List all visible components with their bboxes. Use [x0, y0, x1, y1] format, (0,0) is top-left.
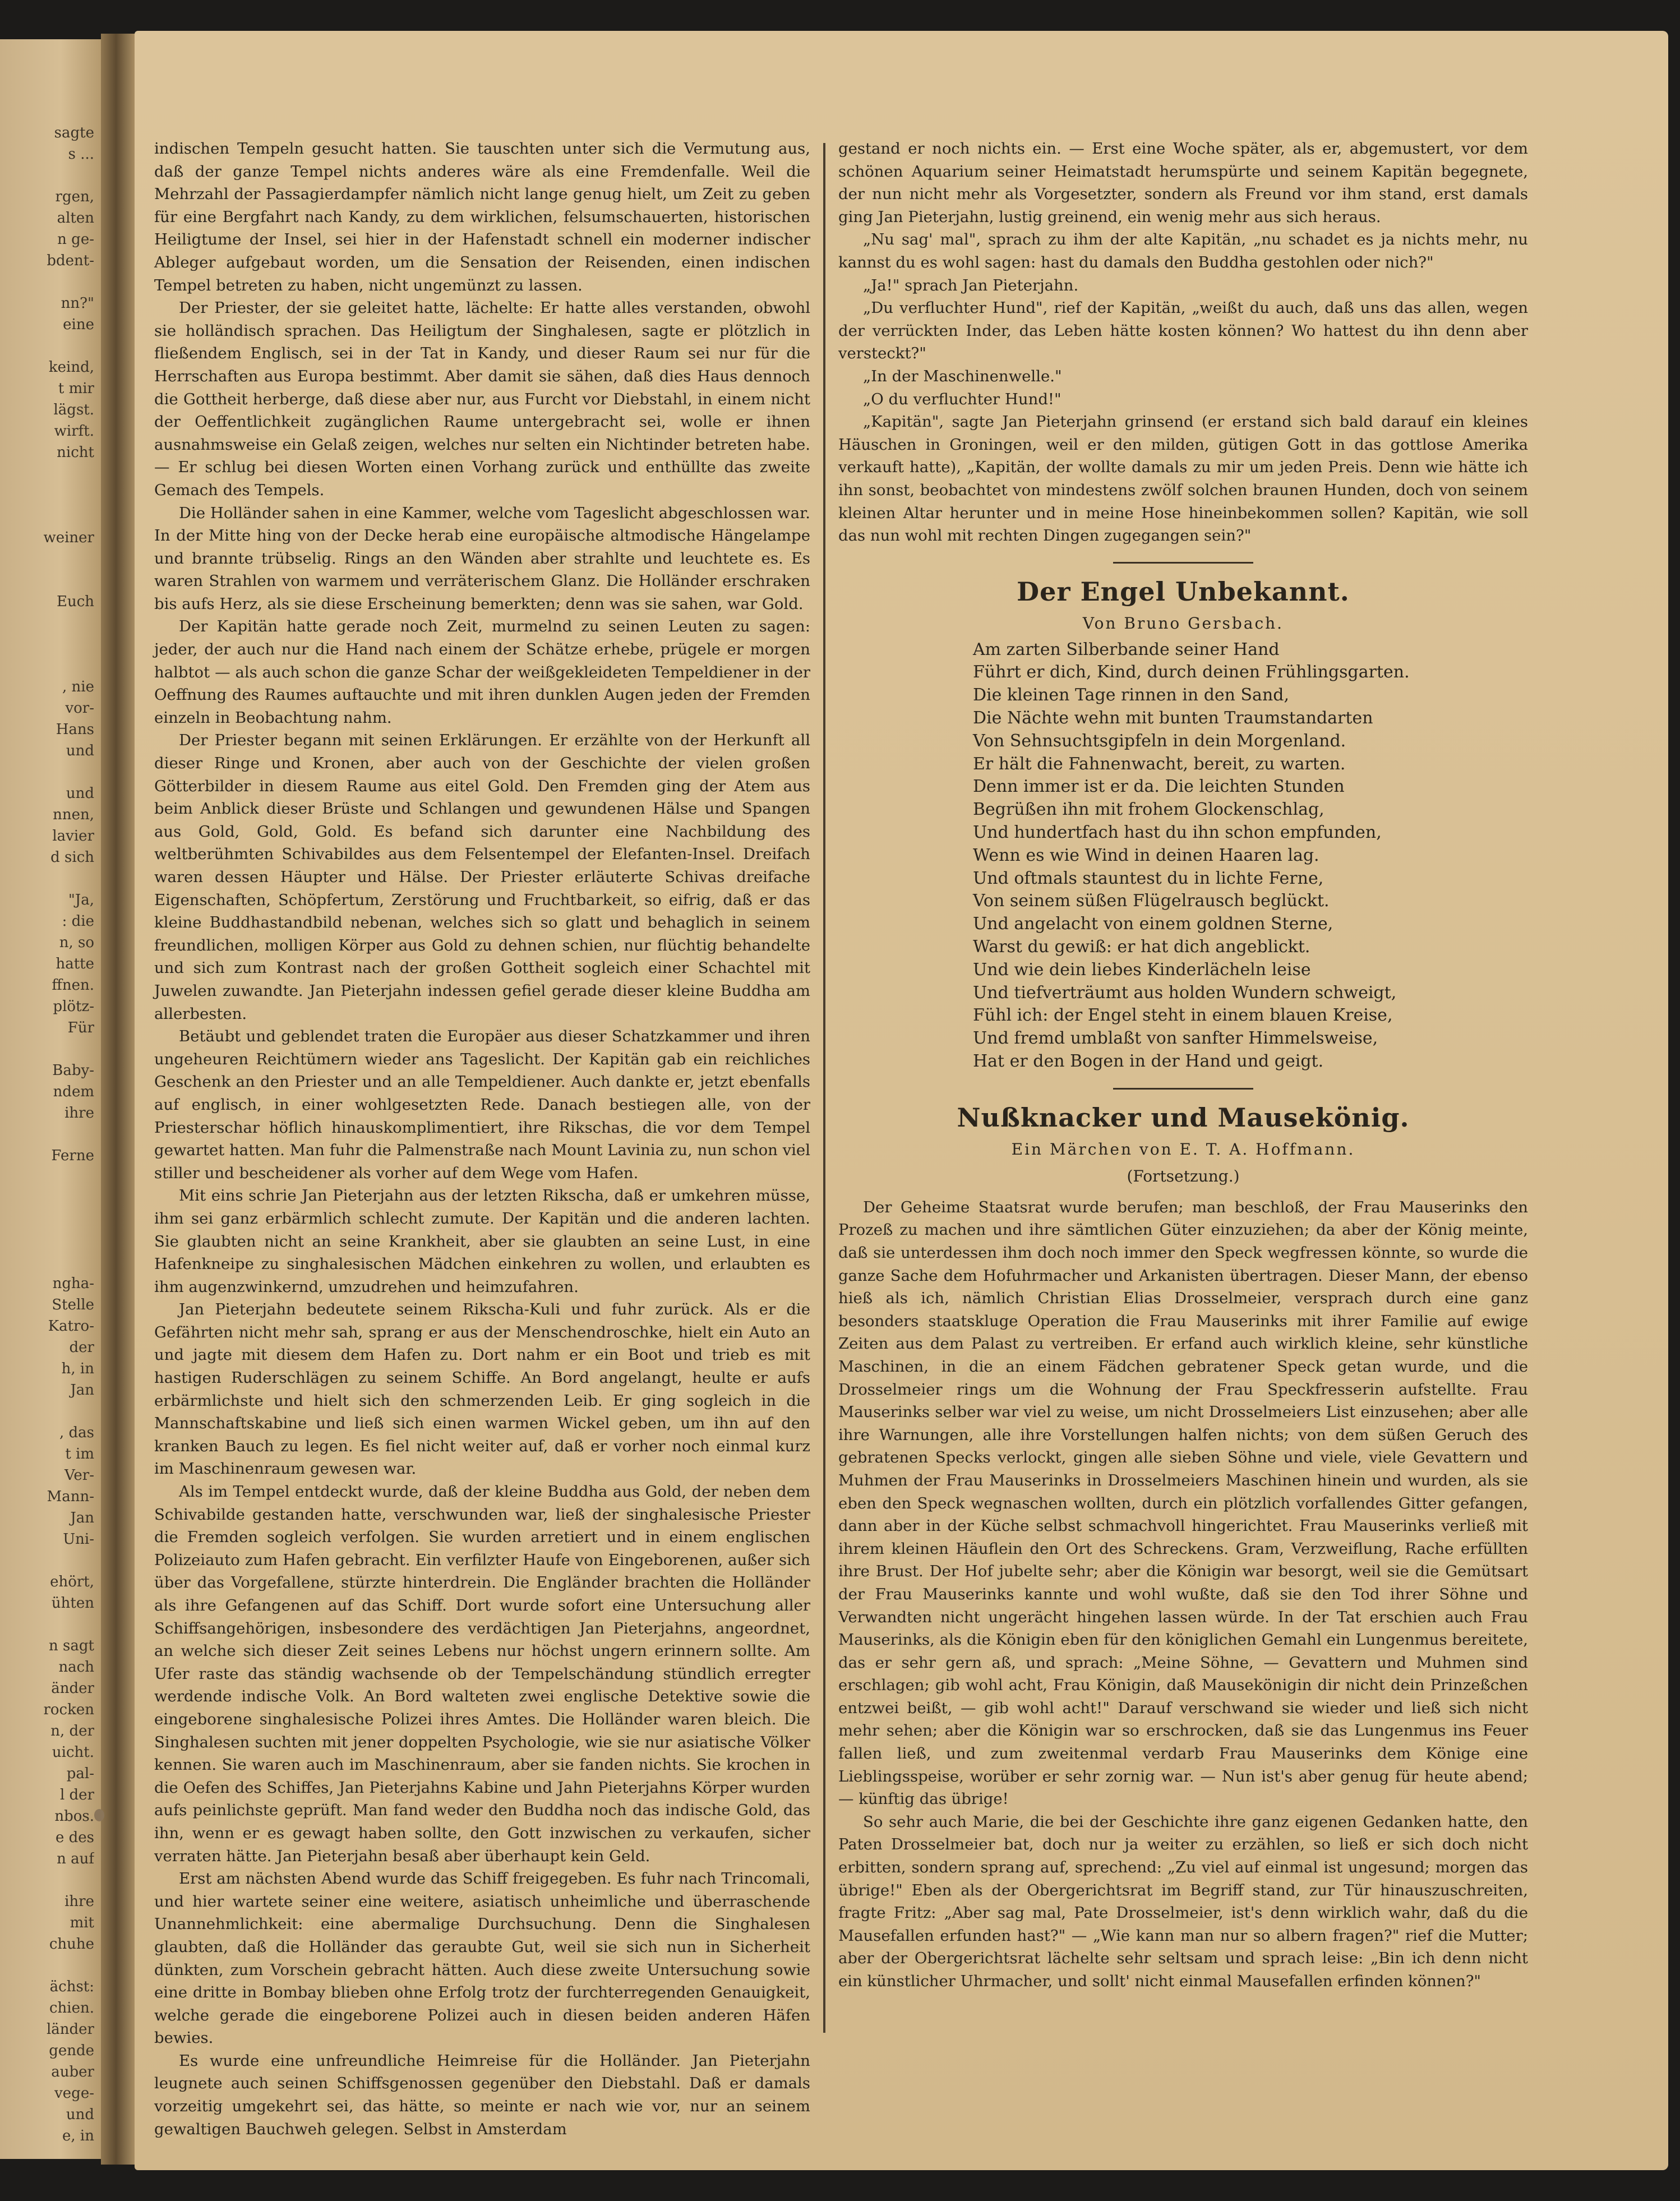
left-page-fragment: Jan	[70, 1510, 94, 1526]
left-page-fragment: "Ja,	[68, 892, 94, 908]
left-page-fragment: Uni-	[63, 1531, 94, 1548]
left-page-fragment: ächst:	[49, 1978, 94, 1995]
left-page-fragment: : die	[62, 913, 94, 930]
left-page-fragment: Stelle	[52, 1296, 94, 1313]
left-page-fragment: e, in	[62, 2128, 94, 2144]
paragraph: So sehr auch Marie, die bei der Geschichte ihre ganz eigenen Gedanken hatte, den Paten Drosselmeier bat, doch nur ja weiter zu erzählen, so ließ er sich doch nicht erbitten, sondern sprang auf, sprechend: „Zu viel auf einmal ist ungesund; morgen das übrige!" Eben als der Obergerichtsrat im Begriff stand, zur Tür hinauszuschreiten, fragte Fritz: „Aber sag mal, Pate Drosselmeier, ist's denn wirklich wahr, daß du die Mausefallen erfunden hast?" — „Wie kann man nur so albern fragen?" rief die Mutter; aber der Obergerichtsrat lächelte sehr seltsam und sprach leise: „Bin ich denn nicht ein künstlicher Uhrmacher, und sollt' nicht einmal Mausefallen erfinden können?"	[838, 1812, 1528, 1991]
left-page-fragment: e des	[55, 1829, 94, 1846]
poem-line: Und fremd umblaßt von sanfter Himmelsweise,	[973, 1028, 1378, 1049]
left-page-fragment: s ...	[68, 146, 94, 163]
book-gutter	[101, 34, 135, 2165]
left-page-fragment: Ver-	[64, 1467, 94, 1484]
story-continuation-note: (Fortsetzung.)	[1127, 1166, 1240, 1185]
left-page-fragment: und	[66, 742, 94, 759]
paragraph: Erst am nächsten Abend wurde das Schiff freigegeben. Es fuhr nach Trincomali, und hier wartete seiner eine weitere, asiatisch unheimliche und überraschende Unannehmlichkeit: eine abermalige Durchsuchung. Denn die Singhalesen glaubten, daß die Holländer das geraubte Gut, weil sie sich nun in Sicherheit dünkten, zum Vorschein gebracht hätten. Auch diese zweite Untersuchung sowie eine dritte in Bombay blieben ohne Erfolg trotz der furchterregenden Genauigkeit, welche gerade die eingeborene Polizei auch in diesen beiden anderen Häfen bewies.	[154, 1870, 810, 2047]
poem-line: Führt er dich, Kind, durch deinen Frühlingsgarten.	[973, 662, 1410, 682]
paragraph: Betäubt und geblendet traten die Europäer aus dieser Schatzkammer und ihren ungeheuren Reichtümern wieder ans Tageslicht. Der Kapitän gab ein reichliches Geschenk an den Priester und an alle Tempeldiener. Auch dankte er, jetzt ebenfalls auf englisch, in einer wohlgesetzten Rede. Danach bestiegen alle, von der Priesterschar höflich hinauskomplimentiert, ihre Rikschas, die vor dem Tempel gewartet hatten. Man fuhr die Palmenstraße nach Mount Lavinia zu, nun schon viel stiller und bescheidener als vorher auf dem Wege vom Hafen.	[154, 1027, 810, 1182]
poem-line: Am zarten Silberbande seiner Hand	[973, 639, 1280, 659]
left-page-fragment: bdent-	[47, 252, 94, 269]
section-rule	[1113, 1088, 1253, 1090]
left-page-fragment: n auf	[57, 1851, 94, 1867]
paragraph: „Ja!" sprach Jan Pieterjahn.	[863, 276, 1079, 294]
paragraph: Es wurde eine unfreundliche Heimreise für die Holländer. Jan Pieterjahn leugnete auch seinen Schiffsgenossen gegenüber den Diebstahl. Daß er damals vorzeitig umgekehrt sei, das hätte, so meinte er nach wie vor, nur an seinem gewaltigen Bauchweh gelegen. Selbst in Amsterdam	[154, 2051, 810, 2138]
paragraph: Der Priester, der sie geleitet hatte, lächelte: Er hatte alles verstanden, obwohl sie holländisch sprachen. Das Heiligtum der Singhalesen, sagte er plötzlich in fließendem Englisch, sei in der Tat in Kandy, und dieser Raum sei nur für die Herrschaften aus Europa bestimmt. Aber damit sie sähen, daß dies Haus dennoch die Gottheit herberge, daß diese aber nur, aus Furcht vor Diebstahl, in einem nicht der Oeffentlichkeit zugänglichen Raume untergebracht sei, wolle er ihnen ausnahmsweise ein Gelaß zeigen, welches nur selten ein Nichtinder betreten habe. — Er schlug bei diesen Worten einen Vorhang zurück und enthüllte das zweite Gemach des Tempels.	[154, 299, 810, 499]
left-page-fragment: vege-	[54, 2085, 94, 2102]
paragraph: indischen Tempeln gesucht hatten. Sie tauschten unter sich die Vermutung aus, daß der ganze Tempel nichts anderes wäre als eine Fremdenfalle. Weil die Mehrzahl der Passagierdampfer nämlich nicht lange genug hielt, um Zeit zu geben für eine Bergfahrt nach Kandy, zu dem wirklichen, felsumschauerten, historischen Heiligtume der Insel, sei hier in der Hafenstadt schnell ein moderner indischer Ableger aufgebaut worden, um die Sensation der Reisenden, einen indischen Tempel betreten zu haben, nicht ungemünzt zu lassen.	[154, 140, 810, 294]
left-page-fragment: Euch	[56, 593, 94, 610]
left-page-fragment: , das	[59, 1424, 94, 1441]
left-page-fragment: nbos.	[54, 1808, 94, 1825]
paragraph: „Kapitän", sagte Jan Pieterjahn grinsend (er erstand sich bald darauf ein kleines Häuschen in Groningen, weil er den milden, gütigen Gott in das gottlose Amerika verkauft hatte), „Kapitän, der wollte damals zu mir um jeden Preis. Denn wie hätte ich ihn sonst, beobachtet von mindestens zwölf solchen braunen Hunden, doch von seinem kleinen Altar herunter und in meine Hose hineinbekommen sollen? Kapitän, wie soll das nun wohl mit rechten Dingen zugegangen sein?"	[838, 413, 1528, 545]
paragraph: Die Holländer sahen in eine Kammer, welche vom Tageslicht abgeschlossen war. In der Mitte hing von der Decke herab eine europäische altmodische Hängelampe und brannte trübselig. Rings an den Wänden aber strahlte und leuchtete es. Es waren Strahlen von warmem und verräterischem Glanz. Die Holländer erschraken bis aufs Herz, als sie diese Erscheinung bemerkten; denn was sie sahen, war Gold.	[154, 504, 810, 613]
left-page-fragment: ühten	[51, 1595, 94, 1612]
poem-line: Von seinem süßen Flügelrausch beglückt.	[973, 891, 1330, 911]
left-page-fragment: und	[66, 785, 94, 802]
left-page-fragment: lavier	[52, 828, 94, 845]
left-page-fragment: auber	[51, 2064, 94, 2080]
story-title: Nußknacker und Mausekönig.	[957, 1102, 1410, 1133]
poem-line: Von Sehnsuchtsgipfeln in dein Morgenland.	[973, 731, 1346, 751]
left-page-fragment: Mann-	[47, 1488, 94, 1505]
left-page-fragment: n ge-	[57, 231, 94, 248]
story-author: Ein Märchen von E. T. A. Hoffmann.	[1011, 1139, 1355, 1159]
poem-body	[973, 639, 1528, 1073]
left-page-fragment: Ferne	[51, 1147, 94, 1164]
paragraph: „In der Maschinenwelle."	[863, 367, 1062, 385]
story-ending	[838, 137, 1528, 547]
left-page-fragment: h, in	[61, 1360, 94, 1377]
left-page-fragment: nnen,	[53, 806, 94, 823]
section-rule	[1113, 562, 1253, 564]
right-page	[135, 31, 1668, 2170]
left-page-fragment: plötz-	[53, 998, 94, 1015]
left-page-fragment: alten	[57, 210, 94, 227]
left-page-fragment: änder	[51, 1680, 94, 1697]
poem-line: Warst du gewiß: er hat dich angeblickt.	[973, 937, 1310, 957]
left-page-fragment: lägst.	[53, 402, 94, 418]
left-page-fragment: uicht.	[52, 1744, 94, 1761]
left-page-fragment: ihre	[64, 1893, 94, 1910]
left-page-fragment: Für	[67, 1019, 94, 1036]
left-page-fragment: wirft.	[54, 423, 94, 440]
poem-line: Er hält die Fahnenwacht, bereit, zu warten.	[973, 754, 1346, 774]
paragraph: Mit eins schrie Jan Pieterjahn aus der letzten Rikscha, daß er umkehren müsse, ihm sei ganz erbärmlich schlecht zumute. Der Kapitän und die anderen lachten. Sie glaubten nicht an seine Krankheit, aber sie glaubten an seine Lust, in eine Hafenkneipe zu singhalesischen Mädchen einkehren zu wollen, und erlaubten es ihm augenzwinkernd, umzudrehen und heimzufahren.	[154, 1187, 810, 1296]
left-page-fragment: mit	[70, 1914, 94, 1931]
left-page-fragment: ffnen.	[52, 977, 94, 994]
column-right	[838, 137, 1528, 1993]
poem-line: Und angelacht von einem goldnen Sterne,	[973, 914, 1333, 934]
left-page-fragment: , nie	[62, 679, 94, 695]
left-page-fragment: und	[66, 2106, 94, 2123]
poem-author: Von Bruno Gersbach.	[1082, 613, 1284, 633]
left-page-fragment: weiner	[43, 529, 94, 546]
paragraph: „O du verfluchter Hund!"	[863, 390, 1061, 408]
left-page-fragment: ihre	[64, 1105, 94, 1122]
left-page-fragment: n sagt	[49, 1637, 94, 1654]
left-page-fragment: der	[69, 1339, 94, 1356]
left-page-fragment: l der	[59, 1787, 94, 1803]
left-page-fragment: chuhe	[49, 1936, 94, 1953]
left-page-fragment: Jan	[70, 1382, 94, 1399]
left-page-fragment: länder	[46, 2021, 94, 2038]
binding-hole	[94, 1809, 104, 1821]
poem-line: Fühl ich: der Engel steht in einem blauen Kreise,	[973, 1005, 1393, 1026]
left-page-fragment: vor-	[65, 700, 94, 717]
left-page-fragment: eine	[63, 316, 94, 333]
left-page-fragment: rgen,	[55, 188, 94, 205]
poem-line: Und oftmals stauntest du in lichte Ferne,	[973, 868, 1324, 888]
left-page-fragment: ndem	[53, 1083, 94, 1100]
poem-line: Denn immer ist er da. Die leichten Stunden	[973, 777, 1345, 797]
left-page-fragment: Katro-	[48, 1318, 94, 1335]
paragraph: Der Priester begann mit seinen Erklärungen. Er erzählte von der Herkunft all dieser Ringe und Kronen, aber auch von der Geschichte der vielen großen Götterbilder in diesem Raume aus eitel Gold. Den Fremden ging der Atem aus beim Anblick dieser Brüste und Schlangen und gewundenen Hälse und Spangen aus Gold, Gold, Gold. Es befand sich darunter eine Nachbildung des weltberühmten Schivabildes aus dem Felsentempel der Elefanten-Insel. Dreifach waren dessen Häupter und Hälse. Der Priester erläuterte Schivas dreifache Eigenschaften, Schöpfertum, Zerstörung und Fruchtbarkeit, so eifrig, daß er das kleine Buddhastandbild nebenan, welches sich so glatt und behaglich in seinem freundlichen, molligen Körper aus Gold zu dehnen schien, nur flüchtig behandelte und sich zum Kontrast nach der großen Gottheit sogleich einer Schachtel mit Juwelen zuwandte. Jan Pieterjahn indessen gefiel gerade dieser kleine Buddha am allerbesten.	[154, 731, 810, 1023]
column-divider	[823, 143, 825, 2033]
left-page-fragment: t im	[65, 1446, 94, 1462]
left-page-fragment: nn?"	[61, 295, 94, 312]
poem-line: Wenn es wie Wind in deinen Haaren lag.	[973, 845, 1319, 865]
paragraph: gestand er noch nichts ein. — Erst eine Woche später, als er, abgemustert, vor dem schönen Aquarium seiner Heimatstadt herumspürte und seinem Kapitän begegnete, der nun nicht mehr als Vorgesetzter, sondern als Freund vor ihm stand, erst damals ging Jan Pieterjahn, lustig greinend, ein wenig mehr aus sich heraus.	[838, 140, 1528, 226]
left-page-fragment: ngha-	[52, 1275, 94, 1292]
left-page-fragment: keind,	[48, 359, 94, 376]
paragraph: „Du verfluchter Hund", rief der Kapitän, „weißt du auch, daß uns das allen, wegen der verrückten Inder, das Leben hätte kosten können? Wo hattest du ihn denn aber versteckt?"	[838, 299, 1528, 363]
paragraph: Als im Tempel entdeckt wurde, daß der kleine Buddha aus Gold, der neben dem Schivabilde gestanden hatte, verschwunden war, ließ der singhalesische Priester die Fremden sogleich verfolgen. Sie wurden arretiert und in einem englischen Polizeiauto zum Hafen gebracht. Ein verfilzter Haufe von Eingeborenen, außer sich über das Vorgefallene, stürzte hinterdrein. Die Engländer brachten die Holländer als ihre Gefangenen auf das Schiff. Dort wurde sofort eine Untersuchung aller Schiffsangehörigen, insbesondere des verdächtigen Jan Pieterjahns, angeordnet, an welche sich dieser Zeit seines Lebens nur höchst ungern erinnern sollte. Am Ufer raste das ständig wachsende ob der Tempelschändung stündlich erregter werdende indische Volk. An Bord walteten zwei englische Detektive sowie die eingeborene singhalesische Polizei ihres Amtes. Die Holländer waren bleich. Die Singhalesen suchten mit jener doppelten Psychologie, wie sie nur asiatische Völker kennen. Sie waren auch im Maschinenraum, aber sie fanden nichts. Sie krochen in die Oefen des Schiffes, Jan Pieterjahns Kabine und Jahn Pieterjahns Körper wurden aufs peinlichste geprüft. Man fand weder den Buddha noch das indische Gold, das ihn, wenn er es gewagt haben sollte, den Gott inzwischen zu verkaufen, sicher verraten hätte. Jan Pieterjahn besaß aber überhaupt kein Geld.	[154, 1483, 810, 1865]
left-page-fragment: t mir	[58, 380, 94, 397]
left-page-fragment: chien.	[49, 2000, 94, 2017]
left-page-fragment: pal-	[66, 1765, 94, 1782]
poem-line: Hat er den Bogen in der Hand und geigt.	[973, 1051, 1324, 1072]
paragraph: „Nu sag' mal", sprach zu ihm der alte Kapitän, „nu schadet es ja nichts mehr, nu kannst du es wohl sagen: hast du damals den Buddha gestohlen oder nich?"	[838, 230, 1528, 271]
column-left	[154, 137, 810, 2140]
poem-line: Begrüßen ihn mit frohem Glockenschlag,	[973, 800, 1324, 820]
paragraph: Jan Pieterjahn bedeutete seinem Rikscha-Kuli und fuhr zurück. Als er die Gefährten nicht mehr sah, sprang er aus der Menschendroschke, hielt ein Auto an und jagte mit diesem dem Hafen zu. Dort nahm er ein Boot und trieb es mit hastigen Ruderschlägen zu seinem Schiffe. An Bord angelangt, heulte er aufs erbärmlichste und hielt sich den schmerzenden Leib. Er ging sogleich in die Mannschaftskabine und ließ sich einen warmen Wickel geben, um ihn auf den kranken Bauch zu legen. Es fiel nicht weiter auf, daß er vorher noch einmal kurz im Maschinenraum gewesen war.	[154, 1300, 810, 1478]
left-page-fragment: Baby-	[52, 1062, 94, 1079]
left-page-fragment: nicht	[57, 444, 94, 461]
poem-line: Und hundertfach hast du ihn schon empfunden,	[973, 823, 1382, 843]
left-page-fragment: rocken	[43, 1701, 94, 1718]
poem-line: Die kleinen Tage rinnen in den Sand,	[973, 685, 1290, 705]
left-page-fragment: nach	[58, 1659, 94, 1676]
paragraph: Der Kapitän hatte gerade noch Zeit, murmelnd zu seinen Leuten zu sagen: jeder, der auch nur die Hand nach einem der Schätze erhebe, prügele er morgen halbtot — als auch schon die ganze Schar der weißgekleideten Tempeldiener in der Oeffnung des Raumes auftauchte und mit ihren dunklen Augen jeden der Fremden einzeln in Beobachtung nahm.	[154, 617, 810, 727]
poem-title: Der Engel Unbekannt.	[1017, 576, 1350, 607]
poem-line: Und tiefverträumt aus holden Wundern schweigt,	[973, 982, 1397, 1003]
left-page-fragment: n, der	[50, 1723, 94, 1739]
poem-line: Die Nächte wehn mit bunten Traumstandarten	[973, 708, 1373, 728]
left-page-edge	[0, 39, 101, 2159]
left-page-fragment: gende	[49, 2042, 94, 2059]
left-page-fragment: d sich	[50, 849, 94, 866]
left-page-fragment: sagte	[54, 124, 94, 141]
left-page-fragment: n, so	[59, 934, 94, 951]
paragraph: Der Geheime Staatsrat wurde berufen; man beschloß, der Frau Mauserinks den Prozeß zu machen und ihre sämtlichen Güter einzuziehen; da aber der König meinte, daß sie unterdessen ihm doch noch immer den Speck wegfressen könnte, so wurde die ganze Sache dem Hofuhrmacher und Arkanisten übertragen. Dieser Mann, der ebenso hieß als ich, nämlich Christian Elias Drosselmeier, versprach durch eine ganz besonders staatskluge Operation die Frau Mauserinks mit ihrer Familie auf ewige Zeiten aus dem Palast zu vertreiben. Er erfand auch wirklich kleine, sehr künstliche Maschinen, in die an einem Fädchen gebratener Speck getan wurde, und die Drosselmeier rings um die Wohnung der Frau Speckfresserin aufstellte. Frau Mauserinks selber war viel zu weise, um nicht Drosselmeiers List einzusehen; aber alle ihre Warnungen, alle ihre Vorstellungen halfen nichts; von dem süßen Geruch des gebratenen Specks verlockt, gingen alle sieben Söhne und viele, viele Gevattern und Muhmen der Frau Mauserinks in Drosselmeiers Maschinen hinein und wurden, als sie eben den Speck wegnaschen wollten, durch ein plötzlich vorfallendes Gitter gefangen, dann aber in der Küche selbst schmachvoll hingerichtet. Frau Mauserinks verließ mit ihrem kleinen Häuflein den Ort des Schreckens. Gram, Verzweiflung, Rache erfüllten ihre Brust. Der Hof jubelte sehr; aber die Königin war besorgt, weil sie die Gemütsart der Frau Mauserinks kannte und wohl wußte, daß sie den Tod ihrer Söhne und Verwandten nicht ungerächt hingehen lassen würde. In der Tat erschien auch Frau Mauserinks, als die Königin eben für den königlichen Gemahl ein Lungenmus bereitete, das er sehr gern aß, und sprach: „Meine Söhne, — Gevattern und Muhmen sind erschlagen; gib wohl acht, Frau Königin, daß Mausekönigin dir nicht dein Prinzeßchen entzwei beißt, — gib wohl acht!" Darauf verschwand sie wieder und ließ sich nicht mehr sehen; aber die Königin war so erschrocken, daß sie das Lungenmus ins Feuer fallen ließ, und zum zweitenmal verdarb Frau Mauserinks dem Könige eine Lieblingsspeise, worüber er sehr zornig war. — Nun ist's aber genug für heute abend; — künftig das übrige!	[838, 1198, 1528, 1808]
left-page-fragment: Hans	[56, 721, 94, 738]
left-page-fragment: hatte	[56, 956, 94, 972]
left-page-fragment: ehört,	[50, 1574, 94, 1590]
story-body	[838, 1196, 1528, 1993]
poem-line: Und wie dein liebes Kinderlächeln leise	[973, 959, 1311, 980]
